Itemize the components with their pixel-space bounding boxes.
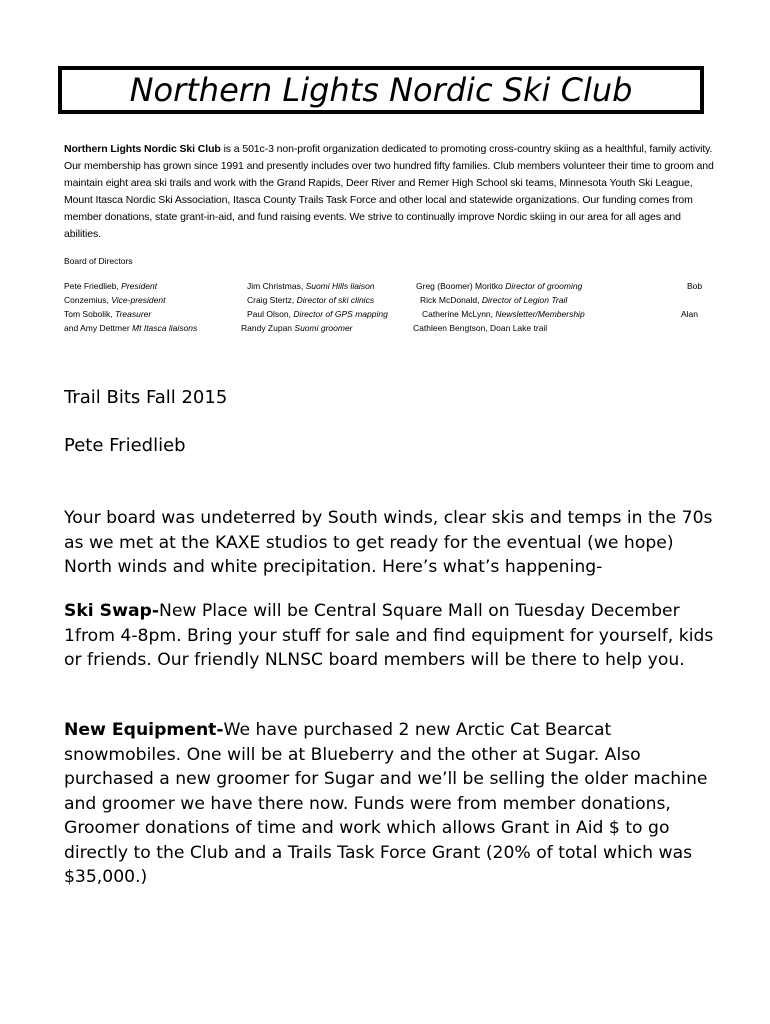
board-member-name: Craig Stertz, xyxy=(247,295,297,305)
board-member-name: Pete Friedlieb, xyxy=(64,281,122,291)
board-member xyxy=(247,294,374,306)
board-member-role: Newsletter/Membership xyxy=(495,309,585,319)
board-member xyxy=(247,308,388,320)
article-title: Trail Bits Fall 2015 xyxy=(64,387,228,408)
board-member-role: Mt Itasca liaisons xyxy=(132,323,198,333)
new-equipment-lead: New Equipment- xyxy=(64,720,224,740)
article-author: Pete Friedlieb xyxy=(64,435,186,456)
ski-swap-lead: Ski Swap- xyxy=(64,601,159,621)
board-member-name: Bob xyxy=(687,281,703,291)
new-equipment-text: We have purchased 2 new Arctic Cat Bearcat snowmobiles. One will be at Blueberry and the other at Sugar. Also purchased a new groomer for Sugar and we’ll be selling the older machine and groomer we have there now. Funds were from member donations, Groomer donations of time and work which allows Grant in Aid $ to go directly to the Club and a Trails Task Force Grant (20% of total which was $35,000.) xyxy=(64,720,708,887)
board-member-name: Greg (Boomer) Moritko xyxy=(416,281,506,291)
board-member-role: Treasurer xyxy=(115,309,152,319)
board-member-role: Director of GPS mapping xyxy=(293,309,388,319)
new-equipment-paragraph xyxy=(64,718,714,890)
ski-swap-text: New Place will be Central Square Mall on Tuesday December 1from 4-8pm. Bring your stuff for sale and find equipment for yourself, kids or friends. Our friendly NLNSC board members will be there to help you. xyxy=(64,601,714,670)
board-member-name: Catherine McLynn, xyxy=(422,309,496,319)
board-member-role: Director of ski clinics xyxy=(296,295,375,305)
board-member-name: Randy Zupan xyxy=(241,323,295,333)
board-member xyxy=(64,308,151,320)
board-member xyxy=(422,308,585,320)
board-member-name: Conzemius, xyxy=(64,295,112,305)
board-member-role: Vice-president xyxy=(111,295,166,305)
board-member-name: and Amy Dettmer xyxy=(64,323,133,333)
board-member xyxy=(420,294,567,306)
board-member xyxy=(64,294,165,306)
board-member-role: Suomi groomer xyxy=(294,323,353,333)
board-member-name: Paul Olson, xyxy=(247,309,294,319)
page-title: Northern Lights Nordic Ski Club xyxy=(58,66,704,114)
board-member xyxy=(64,280,157,292)
board-member-name: Alan xyxy=(681,309,699,319)
board-member-name: Cathleen Bengtson, Doan Lake trail xyxy=(413,323,548,333)
board-member-name: Tom Sobolik, xyxy=(64,309,116,319)
board-member-role: Suomi Hills liaison xyxy=(305,281,375,291)
article-paragraph: Your board was undeterred by South winds, clear skis and temps in the 70s as we met at the KAXE studios to get ready for the eventual (we hope) North winds and white precipitation. Here’s what’s happening- xyxy=(64,508,713,577)
board-member-role: President xyxy=(121,281,158,291)
club-name: Northern Lights Nordic Ski Club xyxy=(64,143,221,155)
board-member-name: Rick McDonald, xyxy=(420,295,482,305)
board-member-role: Director of grooming xyxy=(505,281,583,291)
board-member-role: Director of Legion Trail xyxy=(481,295,568,305)
board-member xyxy=(241,322,353,334)
board-member-name: Jim Christmas, xyxy=(247,281,306,291)
ski-swap-paragraph xyxy=(64,599,714,673)
intro-text: is a 501c-3 non-profit organization dedicated to promoting cross-country skiing as a healthful, family activity. Our membership has grown since 1991 and presently includes over two hundred fifty families. Club members volunteer their time to groom and maintain eight area ski trails and work with the Grand Rapids, Deer River and Remer High School ski teams, Minnesota Youth Ski League, Mount Itasca Nordic Ski Association, Itasca County Trails Task Force and other local and statewide organizations. Our funding comes from member donations, state grant-in-aid, and fund raising events. We strive to continually improve Nordic skiing in our area for all ages and abilities. xyxy=(64,143,714,240)
intro-paragraph xyxy=(64,141,714,243)
board-heading: Board of Directors xyxy=(64,256,133,266)
board-member xyxy=(416,280,582,292)
board-member xyxy=(247,280,375,292)
board-member xyxy=(64,322,197,334)
